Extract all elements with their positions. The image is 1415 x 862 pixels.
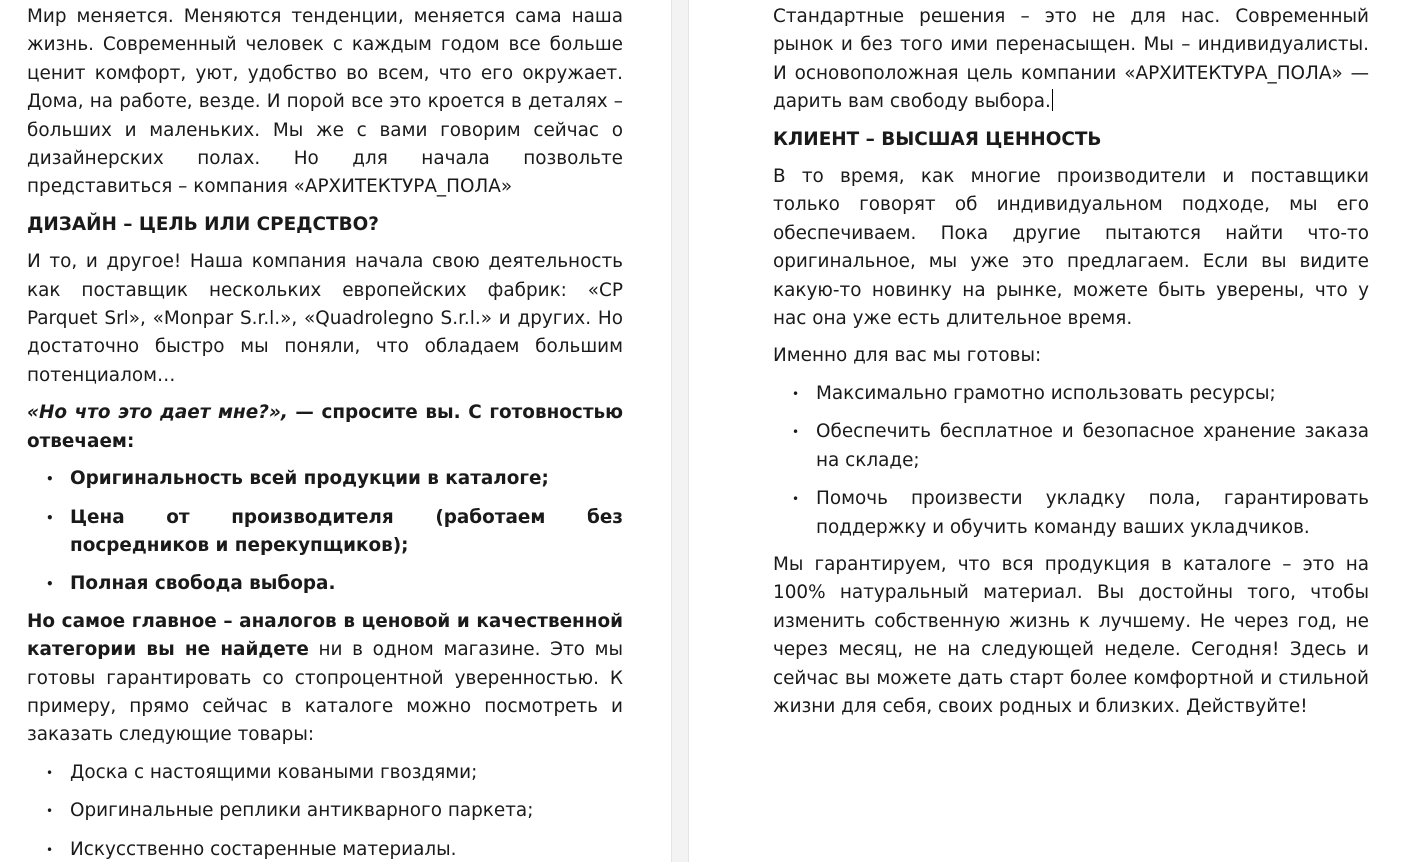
- text-column-right[interactable]: [773, 3, 1369, 730]
- list-item[interactable]: [27, 504, 623, 561]
- text-cursor: [1052, 89, 1053, 111]
- list-item[interactable]: [27, 836, 623, 862]
- bullet-icon: •: [792, 492, 800, 507]
- main-bold-text[interactable]: Но самое главное – аналогов в ценовой и качественной категории вы не найдете: [27, 610, 623, 661]
- text-column-left[interactable]: [27, 3, 623, 862]
- list-item[interactable]: [27, 759, 623, 787]
- guarantee-paragraph[interactable]: Мы гарантируем, что вся продукция в каталоге – это на 100% натуральный материал. Вы достойны того, чтобы изменить собственную жизнь к лучшему. Не через год, не через месяц, не на следующей неделе. Сегодня! Здесь и сейчас вы можете дать старт более комфортной и стильной жизни для себя, своих родных и близких. Действуйте!: [773, 553, 1369, 717]
- list-item[interactable]: [27, 465, 623, 493]
- advantages-list[interactable]: [27, 465, 623, 599]
- question-rest[interactable]: — спросите вы. С готовностью отвечаем:: [27, 402, 623, 452]
- bullet-icon: •: [46, 510, 54, 525]
- list-item[interactable]: [27, 570, 623, 598]
- list-item-text[interactable]: Помочь произвести укладку пола, гарантировать поддержку и обучить команду ваших укладчиков.: [816, 488, 1369, 538]
- list-item-text[interactable]: Оригинальность всей продукции в каталоге;: [70, 468, 549, 490]
- bullet-icon: •: [46, 804, 54, 819]
- list-item[interactable]: [773, 418, 1369, 475]
- list-item-text[interactable]: Искусственно состаренные материалы.: [70, 838, 457, 860]
- question-paragraph[interactable]: [27, 399, 623, 456]
- bullet-icon: •: [792, 425, 800, 440]
- bullet-icon: •: [46, 842, 54, 857]
- list-item-text[interactable]: Полная свобода выбора.: [70, 573, 336, 595]
- client-paragraph[interactable]: В то время, как многие производители и поставщики только говорят об индивидуальном подходе, мы его обеспечиваем. Пока другие пытаются найти что-то оригинальное, мы уже это предлагаем. Если вы видите какую-то новинку на рынке, можете быть уверены, что у нас она уже есть длительное время.: [773, 166, 1369, 330]
- main-paragraph[interactable]: [27, 608, 623, 750]
- list-item-text[interactable]: Доска с настоящими коваными гвоздями;: [70, 761, 478, 783]
- page-gap: [671, 0, 689, 862]
- question-italic[interactable]: «Но что это дает мне?»,: [27, 402, 288, 424]
- standard-paragraph[interactable]: [773, 3, 1369, 117]
- main-rest-text[interactable]: ни в одном магазине. Это мы готовы гарантировать со стопроцентной уверенностью. К примеру, прямо сейчас в каталоге можно посмотреть и заказать следующие товары:: [27, 639, 623, 746]
- list-item-text[interactable]: Обеспечить бесплатное и безопасное хранение заказа на складе;: [816, 421, 1369, 471]
- document-page-right[interactable]: [689, 0, 1415, 862]
- list-item[interactable]: [27, 797, 623, 825]
- bullet-icon: •: [792, 386, 800, 401]
- list-item-text[interactable]: Максимально грамотно использовать ресурсы;: [816, 382, 1276, 404]
- list-item[interactable]: [773, 485, 1369, 542]
- document-page-left[interactable]: [0, 0, 671, 862]
- intro-paragraph[interactable]: Мир меняется. Меняются тенденции, меняется сама наша жизнь. Современный человек с каждым годом все больше ценит комфорт, уют, удобство во всем, что его окружает. Дома, на работе, везде. И порой все это кроется в деталях – больших и маленьких. Мы же с вами говорим сейчас о дизайнерских полах. Но для начала позвольте представиться – компания «АРХИТЕКТУРА_ПОЛА»: [27, 6, 623, 198]
- products-list[interactable]: [27, 759, 623, 862]
- bullet-icon: •: [46, 577, 54, 592]
- heading-design[interactable]: ДИЗАЙН – ЦЕЛЬ ИЛИ СРЕДСТВО?: [27, 213, 379, 235]
- list-item-text[interactable]: Оригинальные реплики антикварного паркета;: [70, 800, 534, 822]
- bullet-icon: •: [46, 765, 54, 780]
- list-item[interactable]: [773, 380, 1369, 408]
- services-list[interactable]: [773, 380, 1369, 542]
- heading-client[interactable]: КЛИЕНТ – ВЫСШАЯ ЦЕННОСТЬ: [773, 128, 1102, 150]
- design-paragraph[interactable]: И то, и другое! Наша компания начала свою деятельность как поставщик нескольких европейских фабрик: «CP Parquet Srl», «Monpar S.r.l.», «Quadrolegno S.r.l.» и других. Но достаточно быстро мы поняли, что обладаем большим потенциалом…: [27, 251, 623, 386]
- list-item-text[interactable]: Цена от производителя (работаем без посредников и перекупщиков);: [70, 506, 623, 556]
- bullet-icon: •: [46, 472, 54, 487]
- ready-paragraph[interactable]: Именно для вас мы готовы:: [773, 345, 1042, 367]
- standard-text[interactable]: Стандартные решения – это не для нас. Современный рынок и без того ими перенасыщен. Мы – индивидуалисты. И основоположная цель компании «АРХИТЕКТУРА_ПОЛА» — дарить вам свободу выбора.: [773, 6, 1369, 113]
